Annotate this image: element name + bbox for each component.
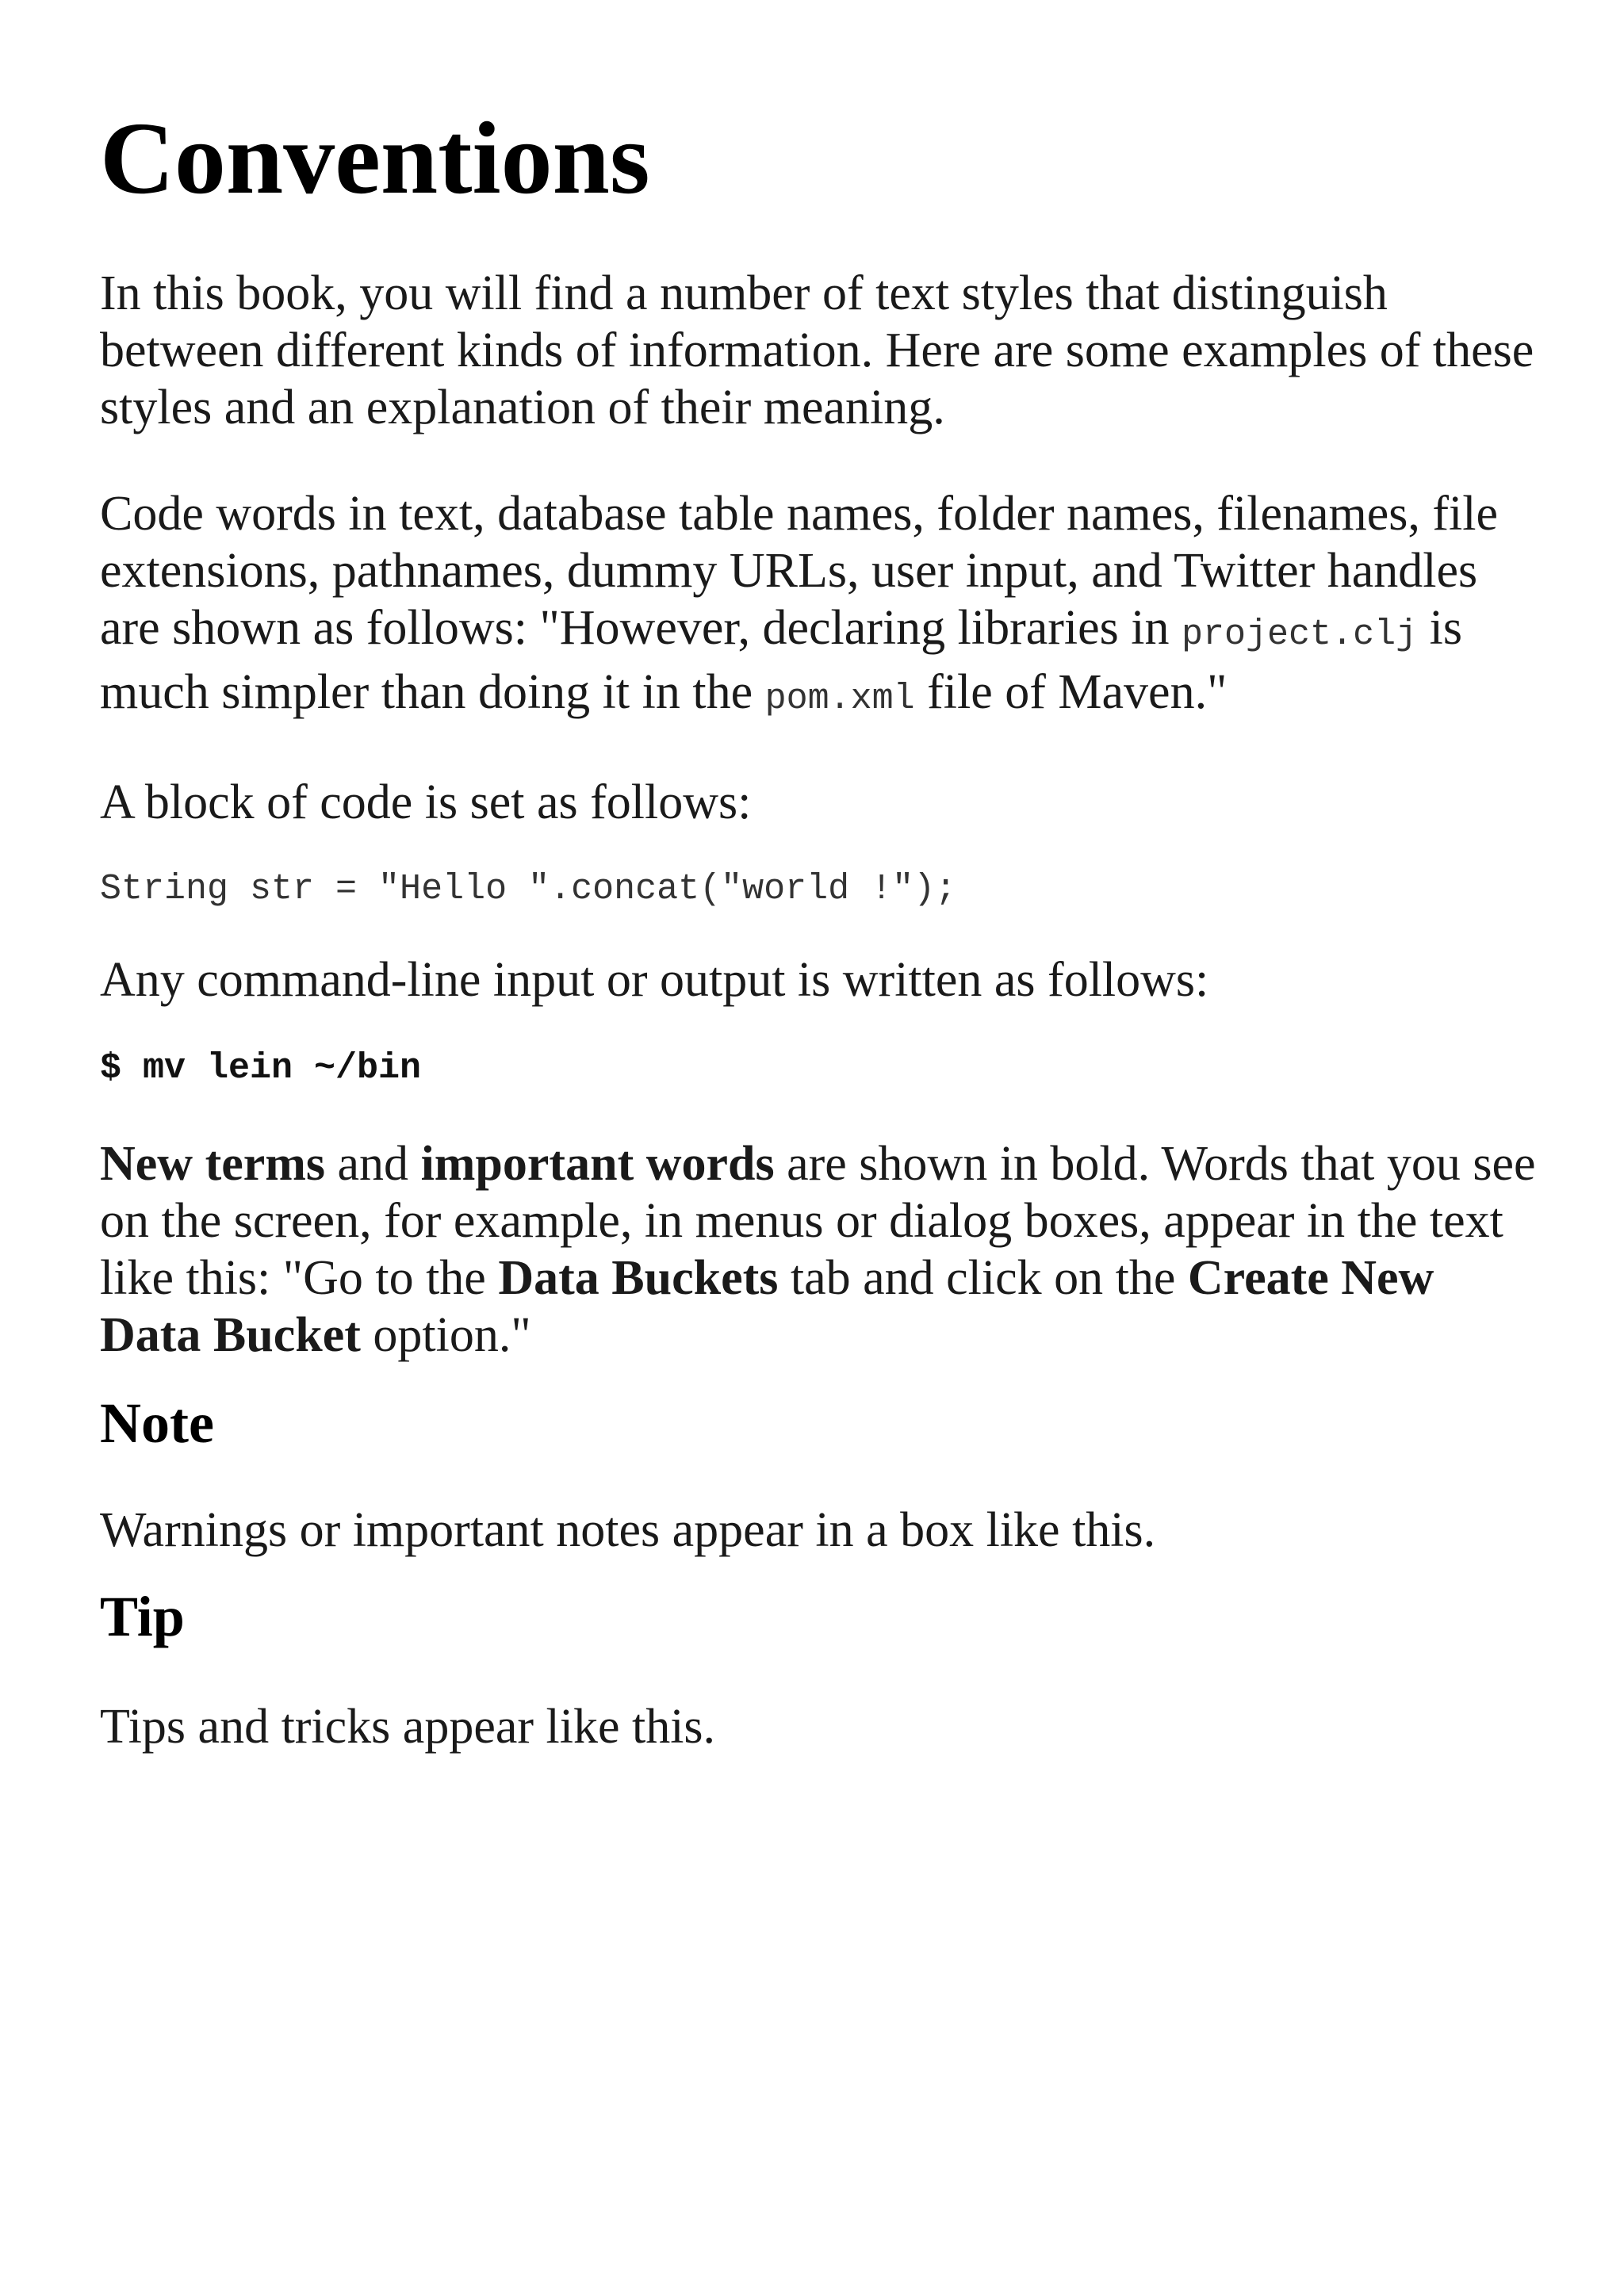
bold-new-terms: New terms <box>100 1137 326 1191</box>
page-title: Conventions <box>100 101 650 216</box>
code-block: String str = "Hello ".concat("world !"); <box>100 869 957 909</box>
terms-text-3: tab and click on the <box>778 1251 1188 1305</box>
tip-heading: Tip <box>100 1585 185 1648</box>
terms-text-4: option." <box>360 1308 531 1362</box>
document-page <box>100 0 1543 1755</box>
code-words-text-1: Code words in text, database table names, folder names, filenames, file extensions, pathnames, dummy URLs, user input, and Twitter handles are shown as follows: "However, declaring libraries in <box>100 487 1498 655</box>
terms-text-1: and <box>325 1137 421 1191</box>
code-words-text-3: file of Maven." <box>914 665 1228 719</box>
bold-data-buckets: Data Buckets <box>498 1251 779 1305</box>
command-line-block: $ mv lein ~/bin <box>100 1048 422 1089</box>
inline-code-project-clj: project.clj <box>1182 614 1418 655</box>
note-text: Warnings or important notes appear in a box like this. <box>100 1503 1156 1557</box>
bold-create-new-data-bucket: Create New Data Bucket <box>100 1251 1434 1362</box>
bold-important-words: important words <box>420 1137 775 1191</box>
code-block-intro: A block of code is set as follows: <box>100 775 752 829</box>
tip-text: Tips and tricks appear like this. <box>100 1700 716 1754</box>
inline-code-pom-xml: pom.xml <box>764 679 915 719</box>
terms-text-2: are shown in bold. Words that you see on the screen, for example, in menus or dialog boxes, appear in the text like this: "Go to the <box>100 1137 1536 1305</box>
note-heading: Note <box>100 1391 214 1455</box>
code-words-paragraph <box>100 485 1543 728</box>
intro-paragraph: In this book, you will find a number of text styles that distinguish between different kinds of information. Here are some examples of these styles and an explanation of their meaning. <box>100 266 1534 434</box>
terms-paragraph <box>100 1135 1543 1364</box>
code-words-text-2: is much simpler than doing it in the <box>100 601 1462 719</box>
command-line-intro: Any command-line input or output is written as follows: <box>100 953 1209 1007</box>
